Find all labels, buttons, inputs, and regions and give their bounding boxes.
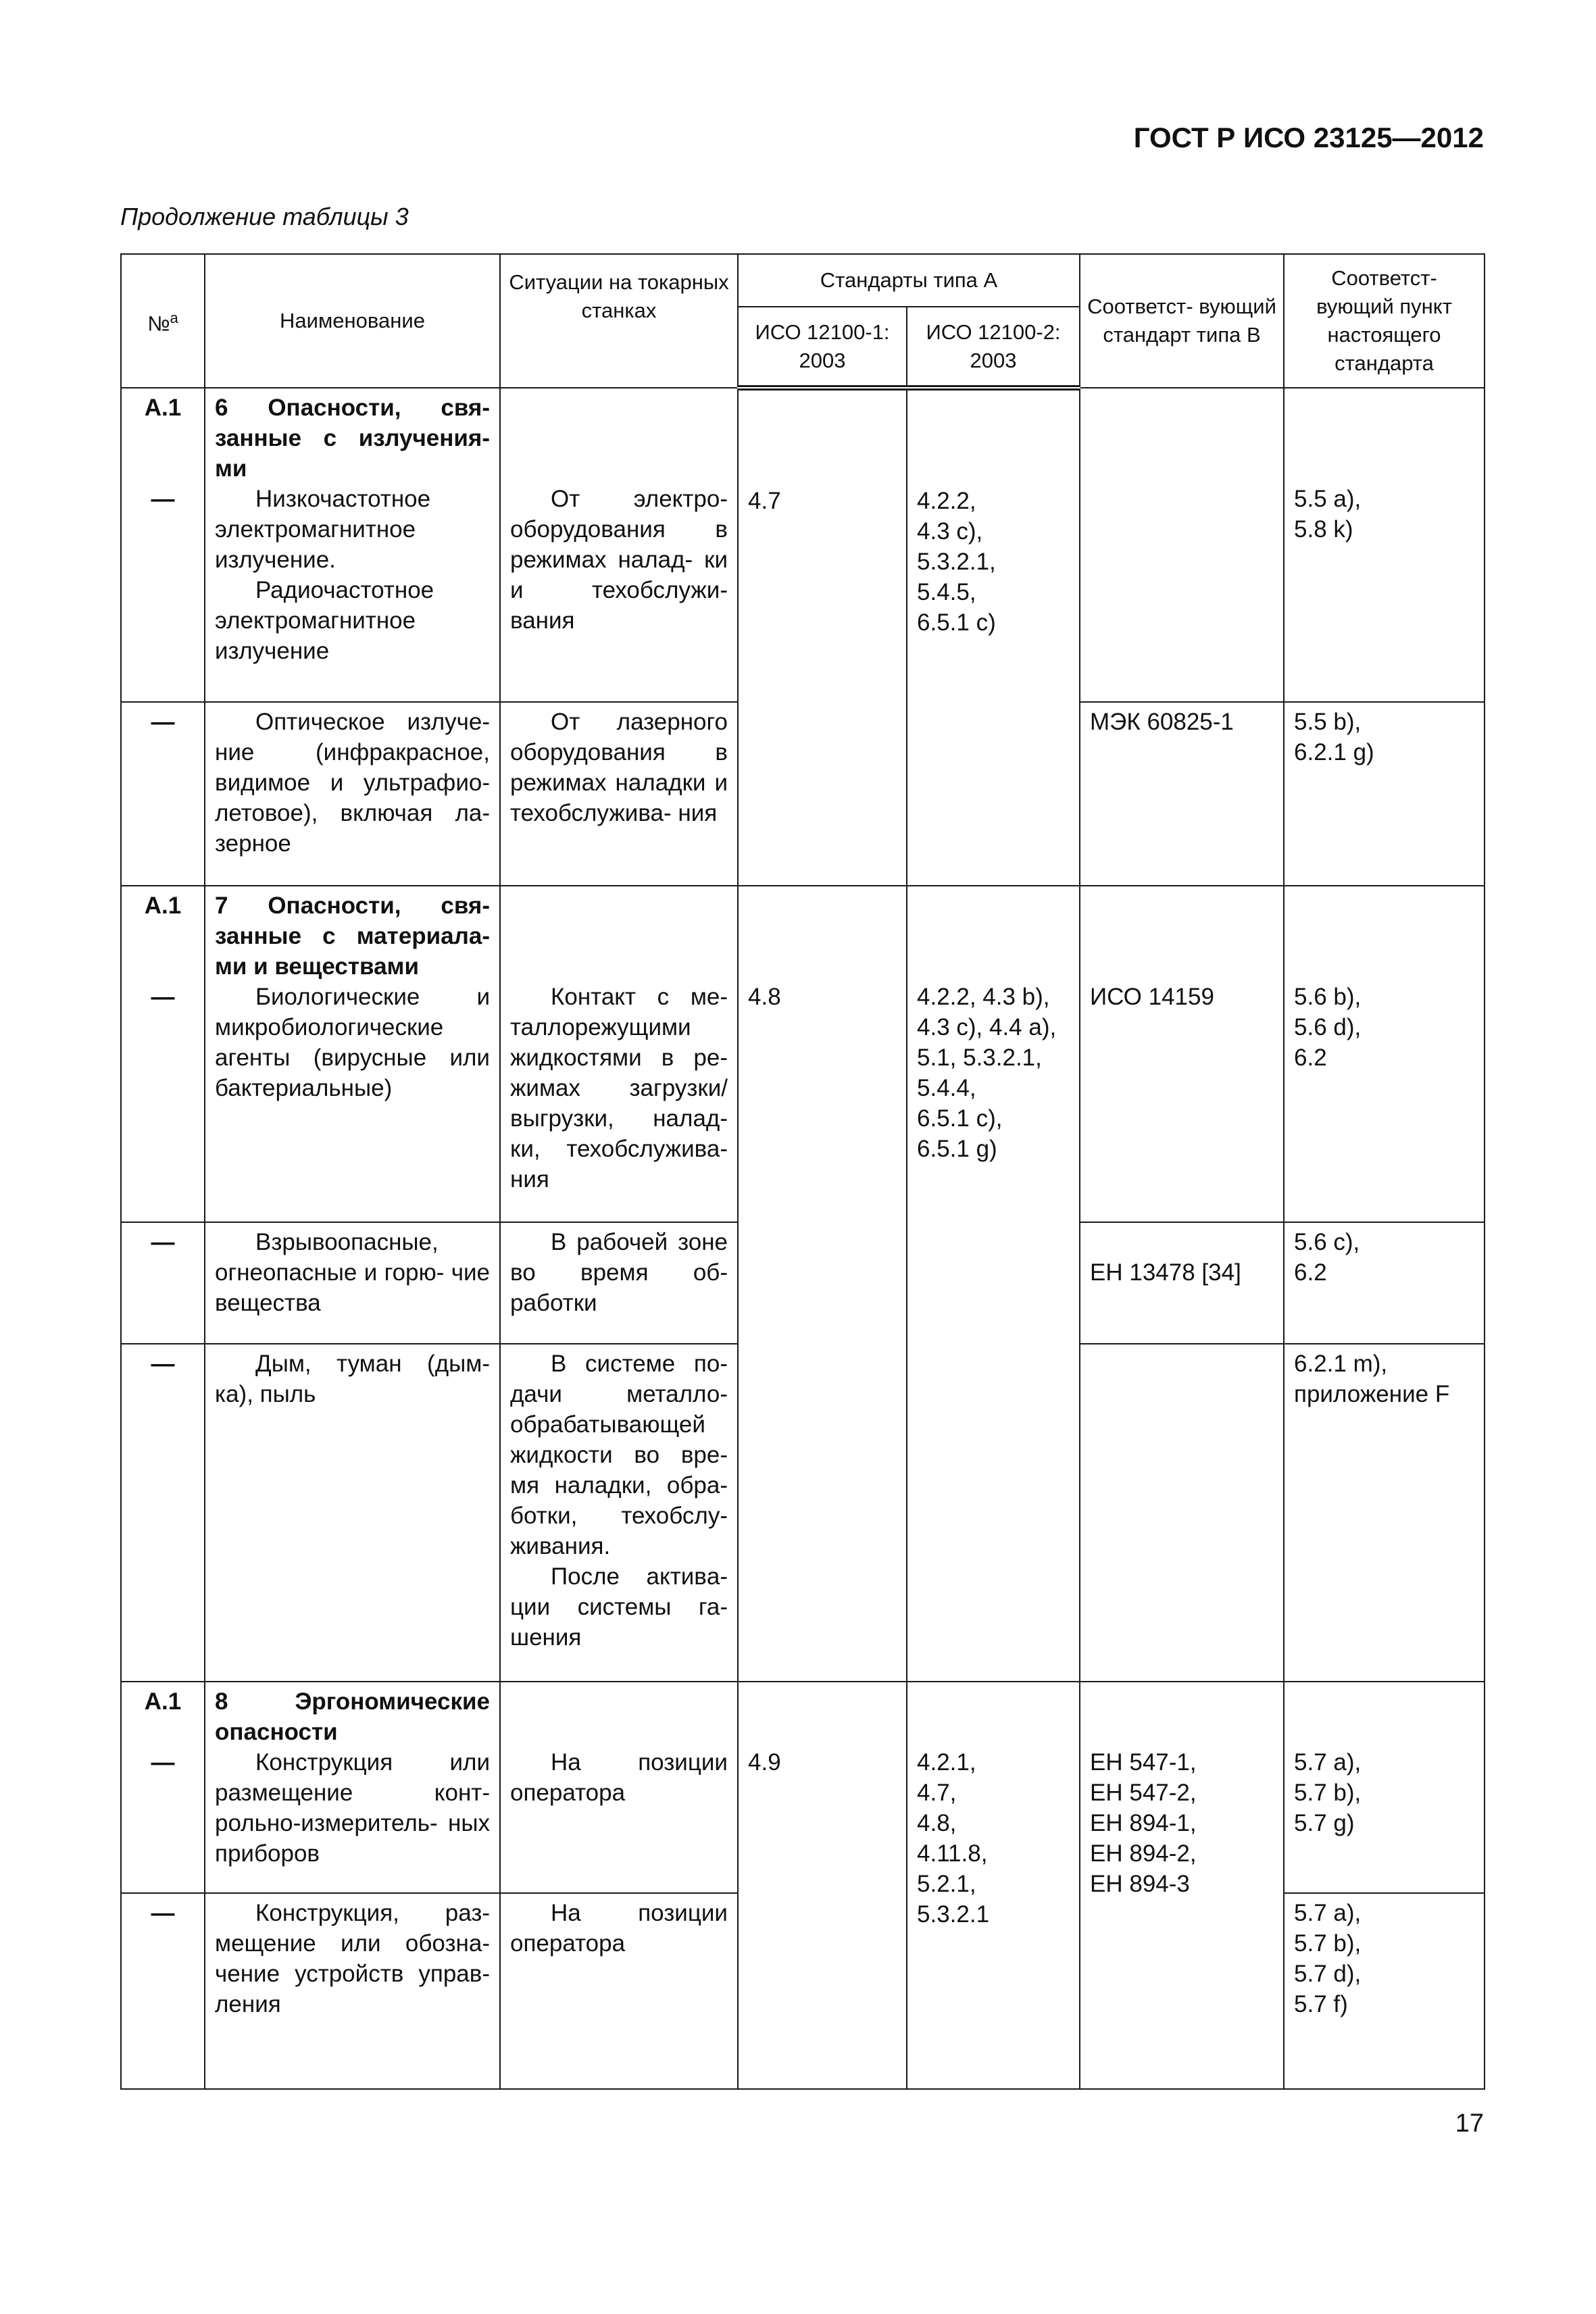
situation-cell: В системе по- дачи металло- обрабатывающей жидкости во вре- мя наладки, обра- ботки, техобслу- живания. После активa- ции системы га- шения [500, 1344, 738, 1682]
situation-cell: От электро- оборудования в режимах налад- ки и техобслужи- вания [500, 388, 738, 702]
situation-cell: В рабочей зоне во время об- работки [500, 1222, 738, 1344]
col-header-name: Наименование [205, 254, 500, 388]
iso-12100-2-cell: 4.2.2, 4.3 c), 5.3.2.1, 5.4.5, 6.5.1 c) [907, 388, 1080, 886]
row-number-cell: А.1 — [121, 886, 205, 1222]
row-number-cell: — [121, 1344, 205, 1682]
row-number-cell: А.1 — [121, 1682, 205, 1893]
clause-cell: 5.5 b), 6.2.1 g) [1284, 702, 1485, 886]
clause-cell: 5.6 b), 5.6 d), 6.2 [1284, 886, 1485, 1222]
situation-cell: На позиции оператора [500, 1682, 738, 1893]
table-caption: Продолжение таблицы 3 [120, 203, 409, 230]
iso-12100-2-cell: 4.2.2, 4.3 b), 4.3 c), 4.4 a), 5.1, 5.3.2.1, 5.4.4, 6.5.1 c), 6.5.1 g) [907, 886, 1080, 1682]
table-row [121, 388, 1485, 702]
hazard-name-cell: 7 Опасности, свя- занные с материала- ми и веществами Биологические и микробиологические агенты (вирусные или бактериальные) [205, 886, 500, 1222]
col-header-type-b: Соответст- вующий стандарт типа В [1080, 254, 1284, 388]
type-b-cell: ЕН 547-1, ЕН 547-2, ЕН 894-1, ЕН 894-2, ЕН 894-3 [1080, 1682, 1284, 2089]
clause-cell: 5.7 a), 5.7 b), 5.7 d), 5.7 f) [1284, 1893, 1485, 2089]
iso-12100-1-cell: 4.8 [738, 886, 907, 1682]
hazard-name-cell: Конструкция, раз- мещение или обозна- чение устройств управ- ления [205, 1893, 500, 2089]
col-header-no: №$^а$ [121, 254, 205, 388]
situation-cell: От лазерного оборудования в режимах наладки и техобслужива- ния [500, 702, 738, 886]
col-header-type-a: Стандарты типа А [738, 254, 1080, 307]
hazard-name-cell: Оптическое излуче- ние (инфракрасное, видимое и ультрафио- летовое), включая ла- зерное [205, 702, 500, 886]
col-header-clause: Соответст- вующий пункт настоящего стандарта [1284, 254, 1485, 388]
iso-12100-2-cell: 4.2.1, 4.7, 4.8, 4.11.8, 5.2.1, 5.3.2.1 [907, 1682, 1080, 2089]
page-number: 17 [1455, 2109, 1484, 2138]
row-number-cell: А.1 — [121, 388, 205, 702]
row-number-cell: — [121, 702, 205, 886]
type-b-cell: МЭК 60825-1 [1080, 702, 1284, 886]
hazard-name-cell: 8 Эргономические опасности Конструкция или размещение конт- рольно-измеритель- ных приборов [205, 1682, 500, 1893]
clause-cell: 5.7 a), 5.7 b), 5.7 g) [1284, 1682, 1485, 1893]
situation-cell: Контакт с ме- таллорежущими жидкостями в ре- жимах загрузки/ выгрузки, налад- ки, техобслужива- ния [500, 886, 738, 1222]
type-b-cell [1080, 388, 1284, 702]
type-b-cell: ИСО 14159 [1080, 886, 1284, 1222]
table-row [121, 1682, 1485, 1893]
type-b-cell: ЕН 13478 [34] [1080, 1222, 1284, 1344]
document-standard-header: ГОСТ Р ИСО 23125—2012 [1133, 122, 1484, 153]
iso-12100-1-cell: 4.7 [738, 388, 907, 886]
hazards-table [120, 253, 1485, 2090]
table-row [121, 886, 1485, 1222]
iso-12100-1-cell: 4.9 [738, 1682, 907, 2089]
clause-cell: 5.6 c), 6.2 [1284, 1222, 1485, 1344]
clause-cell: 5.5 a), 5.8 k) [1284, 388, 1485, 702]
col-header-iso-12100-1: ИСО 12100-1: 2003 [738, 307, 907, 388]
hazard-name-cell: Взрывоопасные, огнеопасные и горю- чие вещества [205, 1222, 500, 1344]
hazard-name-cell: Дым, туман (дым- ка), пыль [205, 1344, 500, 1682]
hazard-name-cell: 6 Опасности, свя- занные с излучения- ми Низкочастотное электромагнитное излучение. Радиочастотное электромагнитное излучение [205, 388, 500, 702]
col-header-situations: Ситуации на токарных станках [500, 254, 738, 388]
clause-cell: 6.2.1 m), приложение F [1284, 1344, 1485, 1682]
type-b-cell [1080, 1344, 1284, 1682]
situation-cell: На позиции оператора [500, 1893, 738, 2089]
row-number-cell: — [121, 1893, 205, 2089]
row-number-cell: — [121, 1222, 205, 1344]
col-header-iso-12100-2: ИСО 12100-2: 2003 [907, 307, 1080, 388]
